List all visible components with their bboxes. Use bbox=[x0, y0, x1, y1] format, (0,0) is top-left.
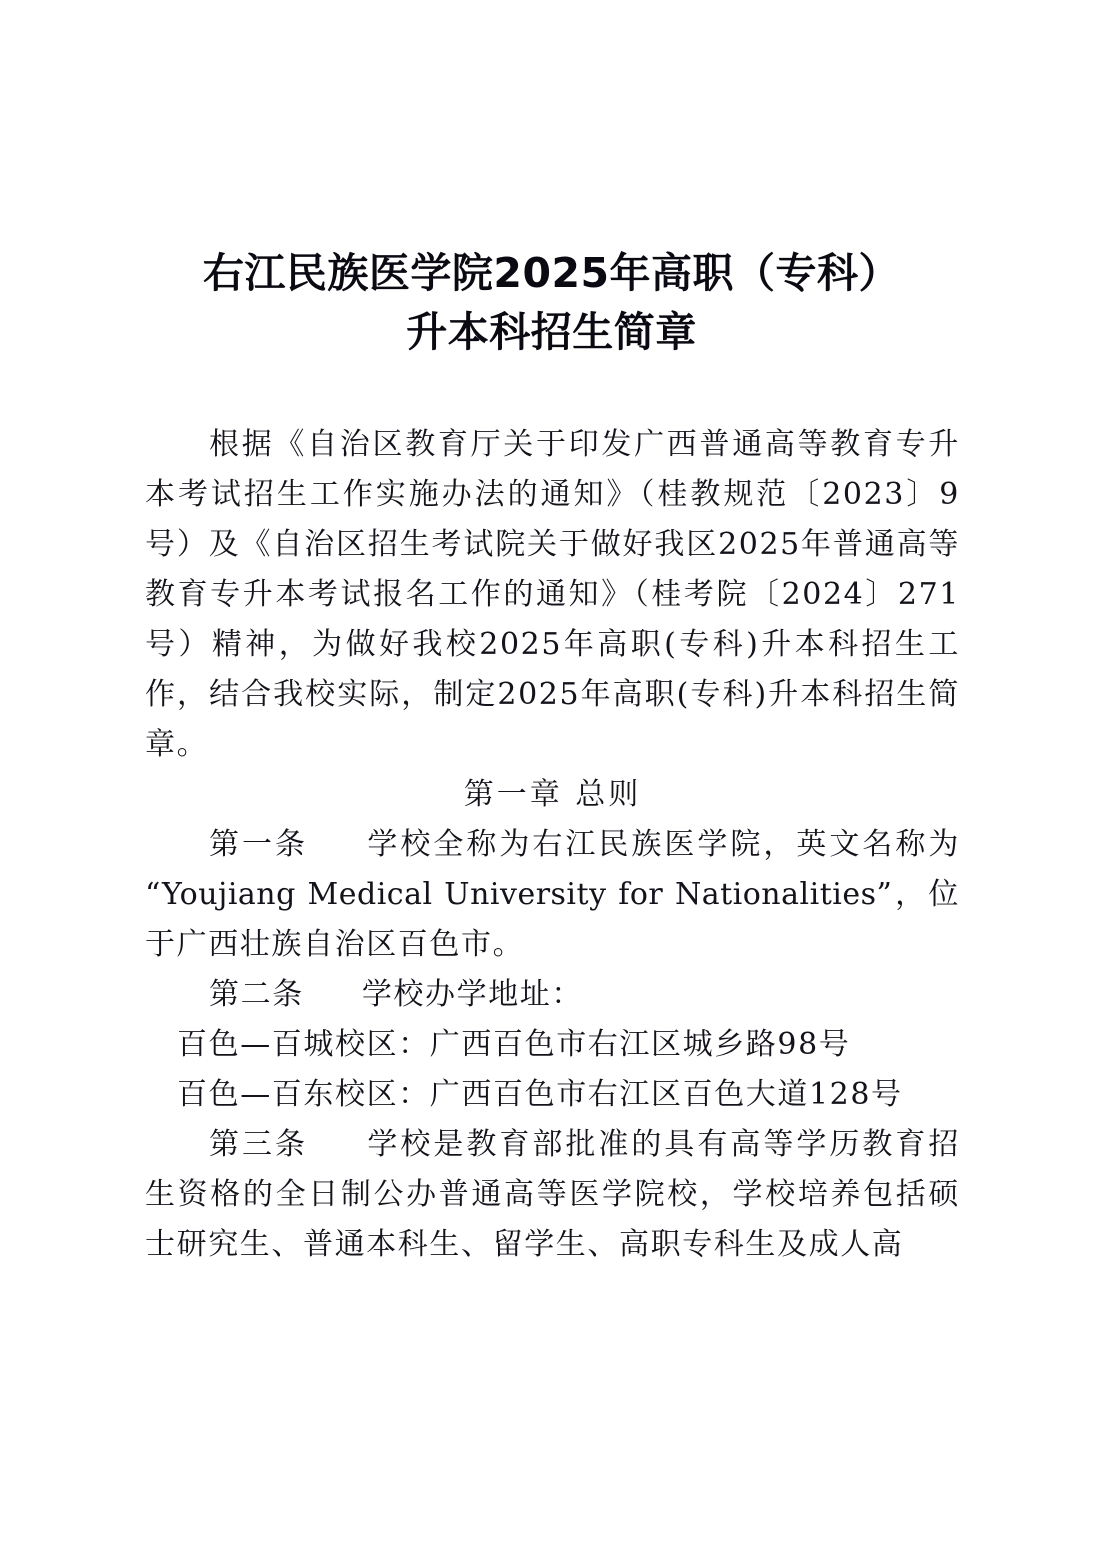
page-title bbox=[145, 244, 958, 362]
article-3-label: 第三条 bbox=[209, 1127, 308, 1162]
page-title-line-2: 升本科招生简章 bbox=[406, 308, 697, 356]
article-2-paragraph bbox=[145, 970, 960, 1020]
article-3-text: 学校是教育部批准的具有高等学历教育招生资格的全日制公办普通高等医学院校，学校培养包括硕士研究生、普通本科生、留学生、高职专科生及成人高 bbox=[145, 1127, 960, 1262]
article-1-label: 第一条 bbox=[209, 827, 308, 862]
article-2-label: 第二条 bbox=[209, 977, 304, 1012]
intro-paragraph: 根据《自治区教育厅关于印发广西普通高等教育专升本考试招生工作实施办法的通知》（桂教规范〔2023〕9号）及《自治区招生考试院关于做好我区2025年普通高等教育专升本考试报名工作的通知》（桂考院〔2024〕271号）精神，为做好我校2025年高职(专科)升本科招生工作，结合我校实际，制定2025年高职(专科)升本科招生简章。 bbox=[145, 427, 960, 762]
article-1-english-name: Youjiang Medical University for Nationalities bbox=[161, 877, 877, 912]
document-body bbox=[145, 420, 960, 1270]
article-3-paragraph bbox=[145, 1120, 960, 1270]
page-title-line-1: 右江民族医学院2025年高职（专科） bbox=[202, 249, 901, 297]
campus-address-1: 百色—百城校区：广西百色市右江区城乡路98号 bbox=[177, 1027, 851, 1062]
article-1-text-after: ”，位于广西壮族自治区百色市。 bbox=[145, 877, 961, 962]
article-1-text-before: 学校全称为右江民族医学院，英文名称为 “ bbox=[145, 827, 960, 912]
campus-address-2: 百色—百东校区：广西百色市右江区百色大道128号 bbox=[177, 1077, 903, 1112]
article-2-text: 学校办学地址： bbox=[361, 977, 584, 1012]
article-1-paragraph bbox=[145, 820, 960, 970]
chapter-one-heading: 第一章 总则 bbox=[463, 777, 642, 812]
